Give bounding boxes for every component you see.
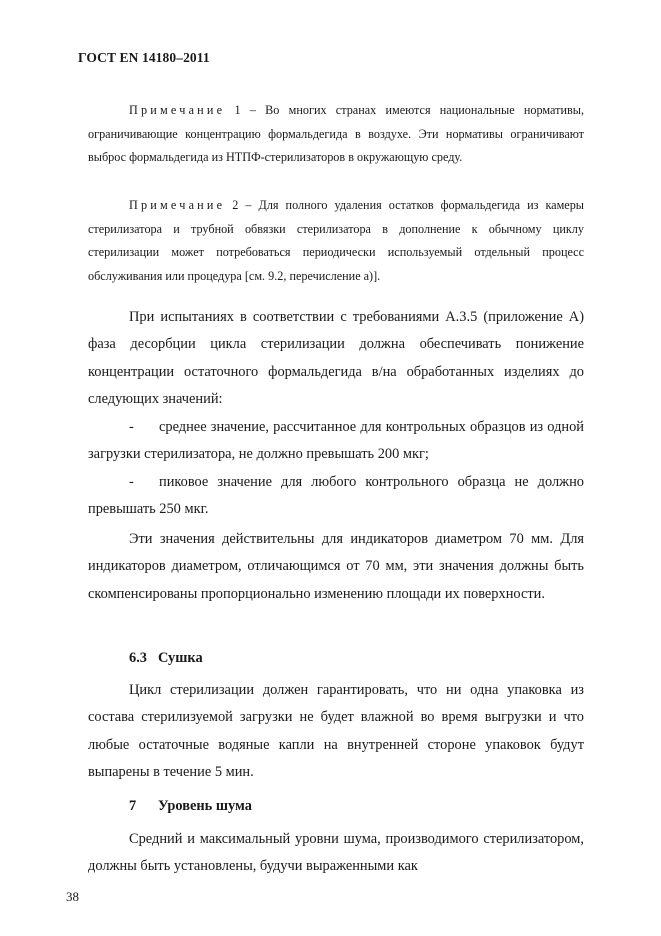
list-item-peak	[88, 469, 584, 524]
page-number: 38	[66, 889, 79, 904]
section-number: 6.3	[129, 650, 147, 666]
note-1-text: 1 – Во многих странах имеются национальные нормативы, ограничивающие концентрацию формальдегида в воздухе. Эти нормативы ограничивают выброс формальдегида из НТПФ-стерилизаторов в окружающую среду.	[88, 103, 584, 164]
list-item-average-text: среднее значение, рассчитанное для контрольных образцов из одной загрузки стерилизатора, не должно превышать 200 мкг;	[88, 419, 584, 463]
note-2	[88, 194, 584, 288]
section-heading-7	[129, 798, 252, 815]
section-title: Уровень шума	[158, 798, 252, 814]
note-2-text: 2 – Для полного удаления остатков формальдегида из камеры стерилизатора и трубной обвязки стерилизатора в дополнение к обычному циклу стерилизации может потребоваться периодически используемый отдельный процесс обслуживания или процедура [см. 9.2, перечисление а)].	[88, 198, 584, 283]
list-item-peak-text: пиковое значение для любого контрольного образца не должно превышать 250 мкг.	[88, 474, 584, 518]
note-2-label: Примечание	[129, 198, 226, 212]
paragraph-noise: Средний и максимальный уровни шума, производимого стерилизатором, должны быть установлены, будучи выраженными как	[88, 831, 584, 875]
paragraph-drying: Цикл стерилизации должен гарантировать, что ни одна упаковка из состава стерилизуемой загрузки не будет влажной во время выгрузки и что любые остаточные водяные капли на внутренней стороне упаковок будут выпарены в течение 5 мин.	[88, 682, 584, 780]
note-1-label: Примечание	[129, 103, 226, 117]
note-1	[88, 99, 584, 170]
section-heading-6-3	[129, 650, 203, 667]
bullet-dash: -	[129, 474, 134, 490]
list-item-average	[88, 414, 584, 469]
paragraph-diameter: Эти значения действительны для индикаторов диаметром 70 мм. Для индикаторов диаметром, отличающимся от 70 мм, эти значения должны быть скомпенсированы пропорционально изменению площади их поверхности.	[88, 531, 584, 602]
section-title: Сушка	[158, 650, 203, 666]
document-header: ГОСТ EN 14180–2011	[78, 50, 210, 65]
bullet-dash: -	[129, 419, 134, 435]
section-number: 7	[129, 798, 137, 814]
paragraph-testing: При испытаниях в соответствии с требованиями А.3.5 (приложение А) фаза десорбции цикла стерилизации должна обеспечивать понижение концентрации остаточного формальдегида в/на обработанных изделиях до следующих значений:	[88, 309, 584, 407]
